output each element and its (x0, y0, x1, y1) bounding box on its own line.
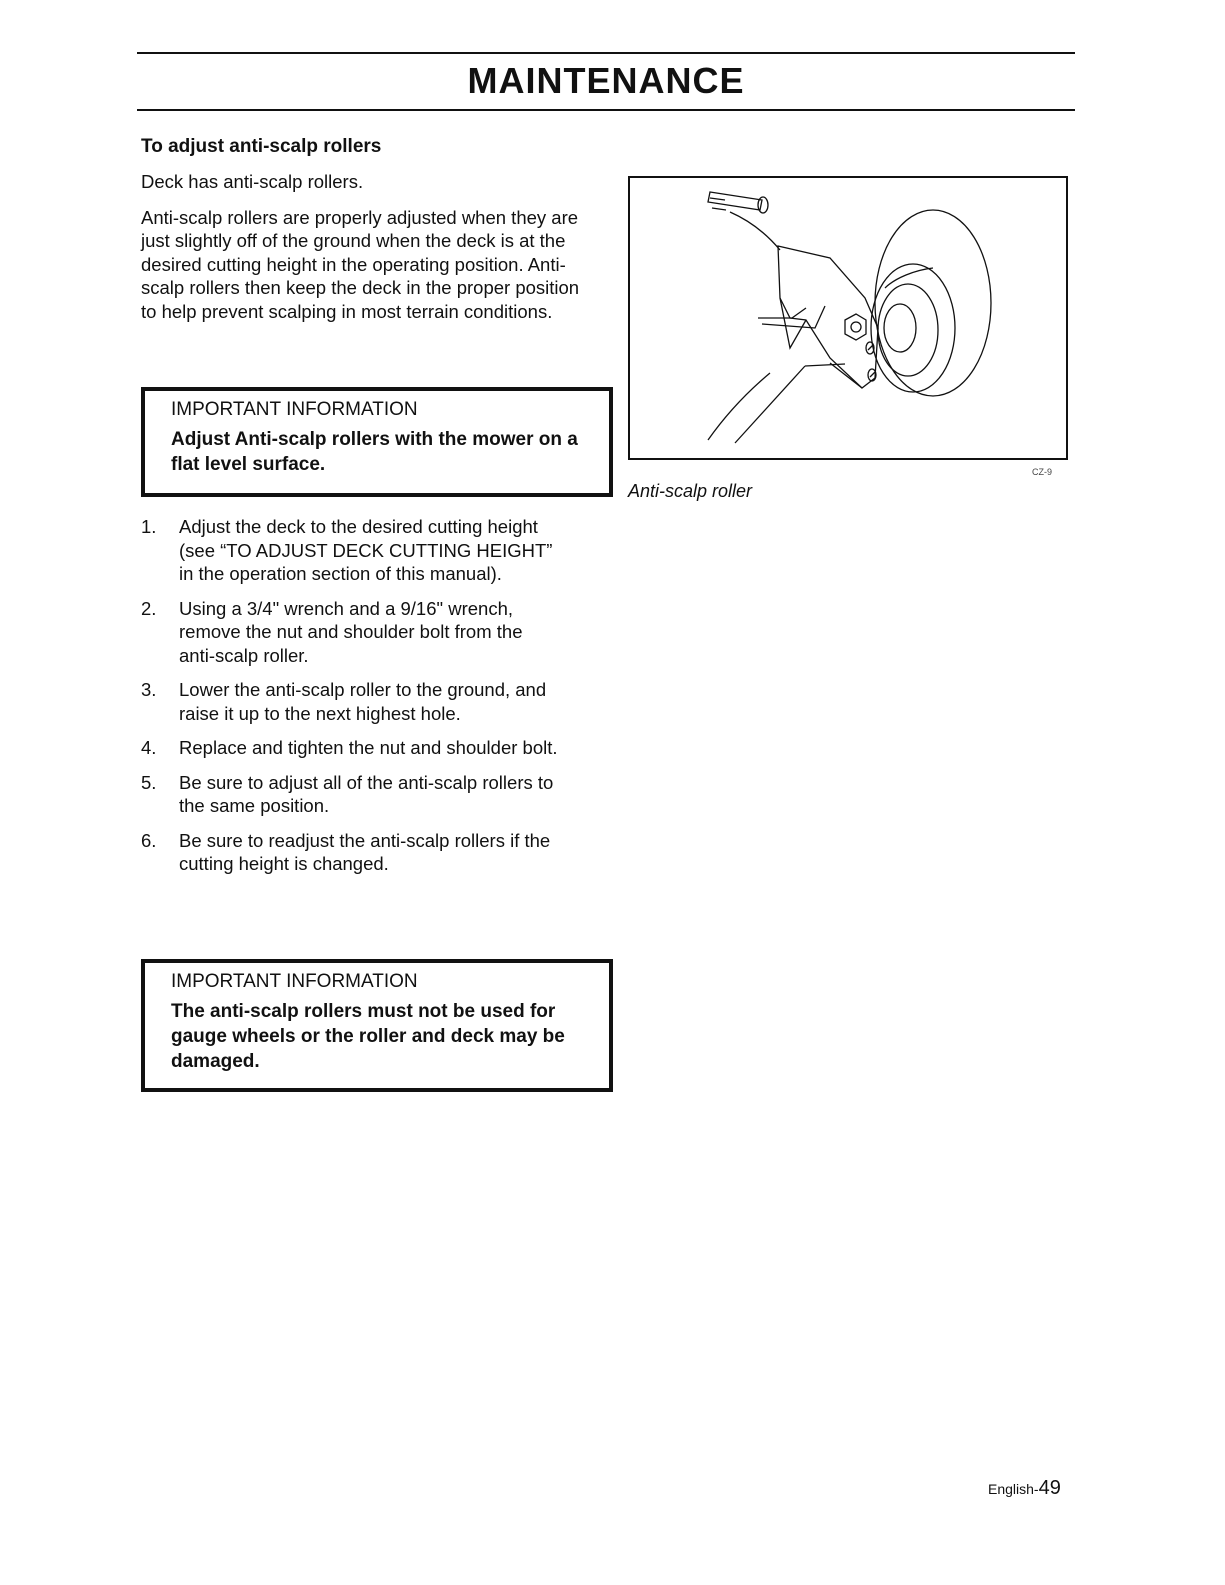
figure-code: CZ-9 (1032, 467, 1052, 477)
step-text: Lower the anti-scalp roller to the ground, and raise it up to the next highest hole. (179, 679, 547, 724)
page-number (988, 1477, 1061, 1500)
page-number-value: 49 (1038, 1477, 1061, 1499)
steps-list (141, 515, 561, 887)
deck-arm (730, 212, 780, 250)
step-number: 4. (141, 737, 157, 758)
page-title: MAINTENANCE (467, 60, 745, 101)
axle-end (758, 197, 768, 213)
instructions-column (141, 134, 596, 335)
description-paragraph: Anti-scalp rollers are properly adjusted when they are just slightly off of the ground when the deck is at the desired cutting height in the operating position. Anti-scalp rollers then keep the deck in the proper position to help prevent scalping in most terrain conditions. (141, 206, 580, 322)
header-rule-bottom (137, 109, 1075, 111)
step-text: Be sure to adjust all of the anti-scalp rollers to the same position. (179, 771, 554, 816)
info-box-body: Adjust Anti-scalp rollers with the mower on a flat level surface. (171, 429, 578, 475)
section-heading: To adjust anti-scalp rollers (141, 136, 382, 157)
info-box-title: IMPORTANT INFORMATION (171, 399, 418, 420)
roller-drawing (630, 178, 1066, 458)
step-number: 1. (141, 516, 157, 537)
list-item (141, 678, 561, 725)
info-box-body: The anti-scalp rollers must not be used for gauge wheels or the roller and deck may be damaged. (171, 1001, 565, 1072)
step-text: Replace and tighten the nut and shoulder bolt. (179, 737, 558, 758)
list-item (141, 829, 561, 876)
list-item (141, 515, 561, 586)
step-number: 2. (141, 597, 157, 619)
figure-caption: Anti-scalp roller (628, 481, 753, 501)
important-info-box-gauge-wheels (141, 959, 613, 1092)
list-item (141, 771, 561, 818)
step-text: Be sure to readjust the anti-scalp rollers if the cutting height is changed. (179, 829, 551, 874)
anti-scalp-roller-illustration (628, 176, 1068, 460)
step-text: Using a 3/4" wrench and a 9/16" wrench, remove the nut and shoulder bolt from the anti-scalp roller. (179, 597, 523, 666)
important-info-box-flat-surface (141, 387, 613, 497)
step-number: 6. (141, 829, 157, 851)
info-box-title: IMPORTANT INFORMATION (171, 971, 418, 992)
page-language: English- (988, 1481, 1039, 1497)
list-item (141, 597, 561, 668)
step-number: 5. (141, 771, 157, 793)
intro-paragraph: Deck has anti-scalp rollers. (141, 171, 364, 192)
axle-bar (708, 192, 762, 210)
step-number: 3. (141, 679, 157, 700)
roller-hub (884, 304, 916, 352)
header-rule-top (137, 52, 1075, 54)
deck-edge (708, 373, 770, 440)
nut-icon (845, 314, 866, 340)
step-text: Adjust the deck to the desired cutting height (see “TO ADJUST DECK CUTTING HEIGHT” in the operation section of this manual). (179, 516, 553, 584)
list-item (141, 736, 561, 760)
